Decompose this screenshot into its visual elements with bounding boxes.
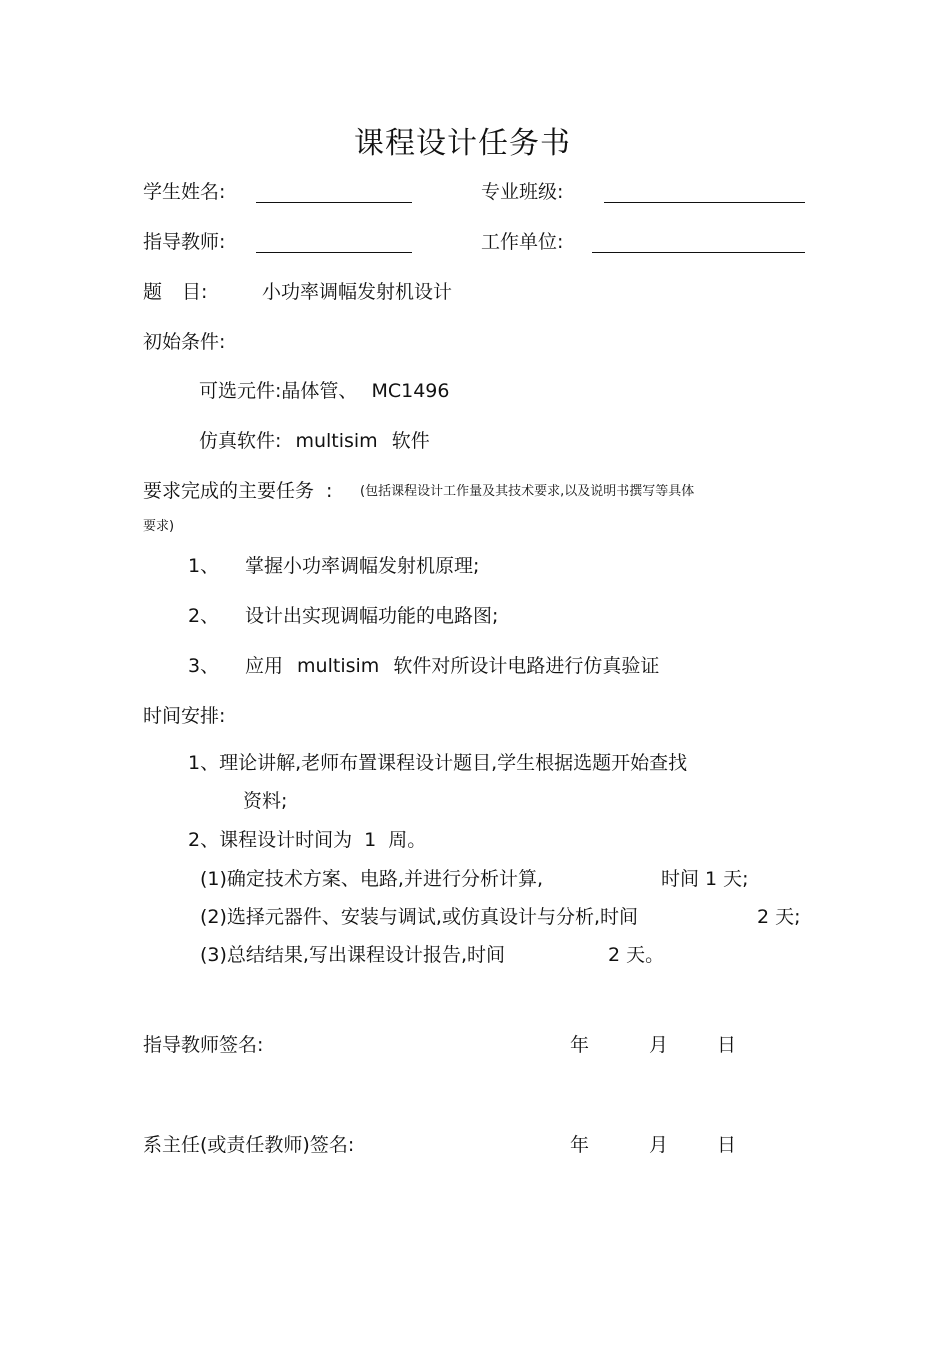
task-item-number: 2、 bbox=[188, 605, 220, 627]
month-label: 月 bbox=[649, 1134, 669, 1156]
schedule-sub3-time: 2 天。 bbox=[608, 944, 665, 966]
major-class-field[interactable] bbox=[604, 202, 805, 203]
tasks-note-line2: 要求) bbox=[143, 519, 175, 534]
task-item-text: 设计出实现调幅功能的电路图; bbox=[245, 605, 499, 627]
schedule-label: 时间安排: bbox=[143, 705, 226, 727]
task-item-number: 1、 bbox=[188, 555, 220, 577]
work-unit-label: 工作单位: bbox=[481, 231, 564, 253]
software-line: 仿真软件: multisim 软件 bbox=[199, 430, 430, 452]
document-title: 课程设计任务书 bbox=[354, 126, 571, 161]
topic-value: 小功率调幅发射机设计 bbox=[262, 281, 453, 303]
tasks-note-line1: (包括课程设计工作量及其技术要求,以及说明书撰写等具体 bbox=[360, 484, 695, 499]
components-line: 可选元件:晶体管、 MC1496 bbox=[199, 380, 450, 402]
initial-conditions-label: 初始条件: bbox=[143, 331, 226, 353]
advisor-field[interactable] bbox=[256, 252, 412, 253]
advisor-label: 指导教师: bbox=[143, 231, 226, 253]
student-name-field[interactable] bbox=[256, 202, 412, 203]
schedule-sub2-time: 2 天; bbox=[757, 906, 801, 928]
schedule-sub1-text: (1)确定技术方案、电路,并进行分析计算, bbox=[200, 868, 543, 890]
topic-label: 题 目: bbox=[143, 281, 208, 303]
schedule-sub2-text: (2)选择元器件、安装与调试,或仿真设计与分析,时间 bbox=[200, 906, 638, 928]
student-name-label: 学生姓名: bbox=[143, 181, 226, 203]
schedule-item1-line1: 1、理论讲解,老师布置课程设计题目,学生根据选题开始查找 bbox=[188, 752, 688, 774]
major-class-label: 专业班级: bbox=[481, 181, 564, 203]
day-label: 日 bbox=[717, 1034, 737, 1056]
tasks-label: 要求完成的主要任务 : bbox=[143, 480, 333, 502]
year-label: 年 bbox=[570, 1034, 590, 1056]
schedule-item1-line2: 资料; bbox=[243, 790, 288, 812]
day-label: 日 bbox=[717, 1134, 737, 1156]
head-sign-label: 系主任(或责任教师)签名: bbox=[143, 1134, 355, 1156]
task-item-number: 3、 bbox=[188, 655, 220, 677]
work-unit-field[interactable] bbox=[592, 252, 805, 253]
year-label: 年 bbox=[570, 1134, 590, 1156]
task-item-text: 掌握小功率调幅发射机原理; bbox=[245, 555, 480, 577]
schedule-item2: 2、课程设计时间为 1 周。 bbox=[188, 829, 427, 851]
advisor-sign-label: 指导教师签名: bbox=[143, 1034, 264, 1056]
schedule-sub1-time: 时间 1 天; bbox=[661, 868, 749, 890]
month-label: 月 bbox=[649, 1034, 669, 1056]
schedule-sub3-text: (3)总结结果,写出课程设计报告,时间 bbox=[200, 944, 505, 966]
task-item-text: 应用 multisim 软件对所设计电路进行仿真验证 bbox=[245, 655, 660, 677]
